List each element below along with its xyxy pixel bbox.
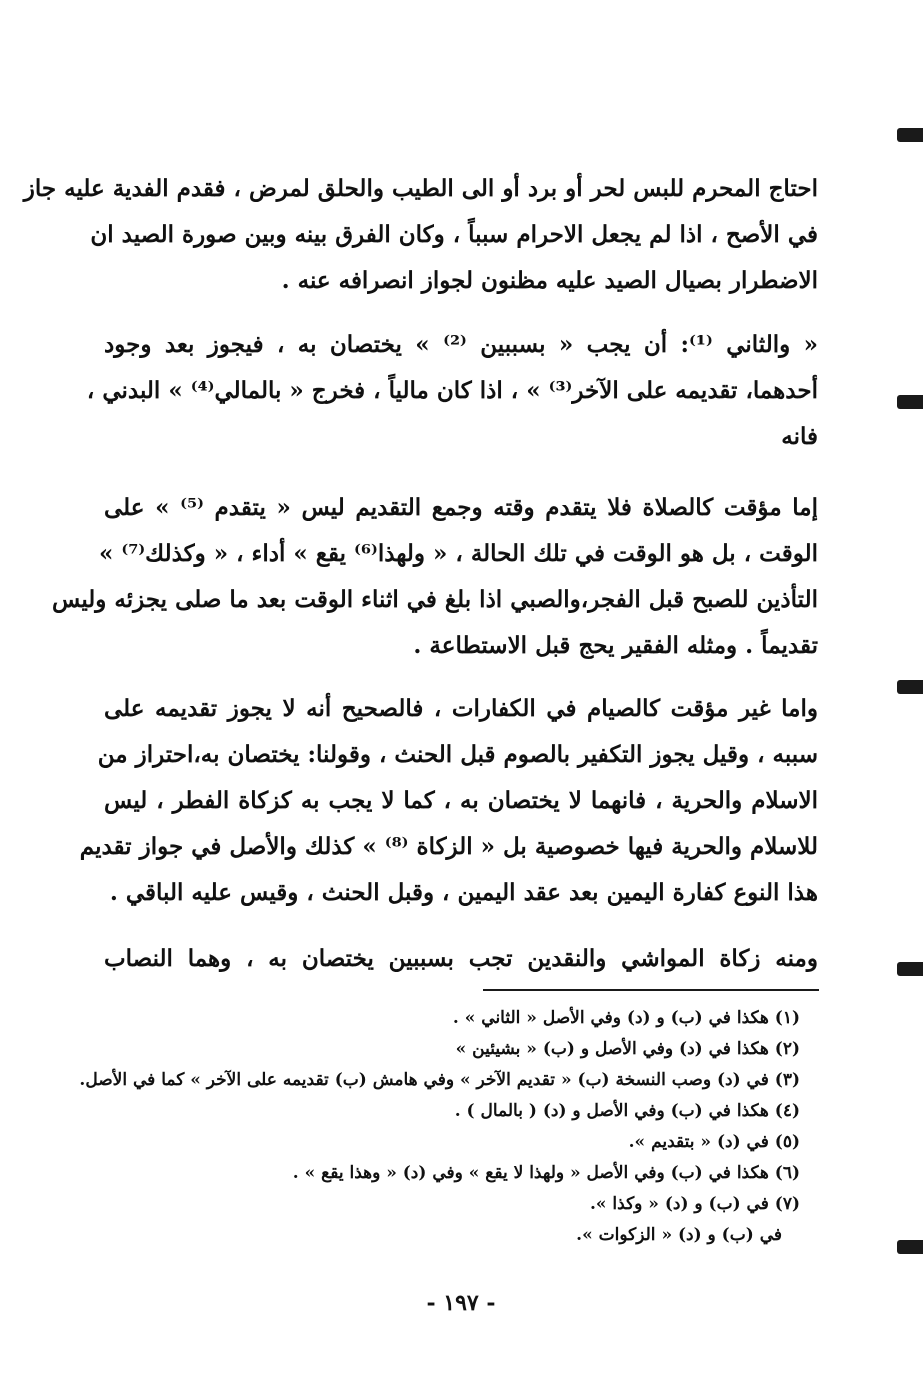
scan-edge-mark — [897, 128, 923, 142]
footnote: (١) هكذا في (ب) و (د) وفي الأصل « الثاني » . — [452, 1008, 800, 1028]
footnote: (٥) في (د) « بتقديم ». — [628, 1132, 800, 1152]
paragraph-1 — [23, 166, 818, 304]
text-line: الاضطرار بصيال الصيد عليه مظنون لجواز انصرافه عنه . — [281, 267, 818, 294]
text-line: فانه — [781, 423, 818, 450]
paragraph-2 — [86, 322, 818, 460]
text-line: احتاج المحرم للبس لحر أو برد أو الى الطيب والحلق لمرض ، فقدم الفدية عليه جاز — [23, 175, 818, 202]
footnotes — [79, 1003, 800, 1251]
footnote: (٦) هكذا في (ب) وفي الأصل « ولهذا لا يقع » وفي (د) « وهذا يقع » . — [292, 1163, 800, 1183]
text-line: التأذين للصبح قبل الفجر،والصبي اذا بلغ في اثناء الوقت بعد ما صلى يجزئه وليس — [52, 586, 818, 613]
text-line: ومنه زكاة المواشي والنقدين تجب بسببين يختصان به ، وهما النصاب — [104, 945, 818, 972]
footnote: (٤) هكذا في (ب) وفي الأصل و (د) ( بالمال ) . — [454, 1101, 800, 1121]
scan-edge-mark — [897, 962, 923, 976]
text-line: إما مؤقت كالصلاة فلا يتقدم وقته وجمع التقديم ليس « يتقدم ⁽⁵⁾ » على — [104, 494, 818, 521]
footnote: في (ب) و (د) « الزكوات ». — [576, 1225, 782, 1245]
footnote: (٢) هكذا في (د) وفي الأصل و (ب) « بشيئين » — [455, 1039, 800, 1059]
text-line: واما غير مؤقت كالصيام في الكفارات ، فالصحيح أنه لا يجوز تقديمه على — [104, 695, 818, 722]
text-line: الاسلام والحرية ، فانهما لا يختصان به ، كما لا يجب به كزكاة الفطر ، ليس — [104, 787, 818, 814]
scan-edge-mark — [897, 680, 923, 694]
page-number: - ١٩٧ - — [426, 1290, 496, 1316]
footnote: (٣) في (د) وصب النسخة (ب) « تقديم الآخر » وفي هامش (ب) تقديمه على الآخر » كما في الأصل. — [79, 1070, 800, 1090]
text-line: أحدهما، تقديمه على الآخر⁽³⁾ » ، اذا كان مالياً ، فخرج « بالمالي⁽⁴⁾ » البدني ، — [86, 377, 818, 404]
text-line: « والثاني ⁽¹⁾: أن يجب « بسببين ⁽²⁾ » يختصان به ، فيجوز بعد وجود — [104, 331, 818, 358]
footnote-separator — [483, 989, 819, 991]
paragraph-5 — [104, 936, 818, 982]
text-line: للاسلام والحرية فيها خصوصية بل « الزكاة ⁽⁸⁾ » كذلك والأصل في جواز تقديم — [79, 833, 818, 860]
text-line: الوقت ، بل هو الوقت في تلك الحالة ، « ولهذا⁽⁶⁾ يقع » أداء ، « وكذلك⁽⁷⁾ » — [99, 540, 818, 567]
text-line: تقديماً . ومثله الفقير يحج قبل الاستطاعة . — [413, 632, 818, 659]
scan-edge-mark — [897, 1240, 923, 1254]
text-line: سببه ، وقيل يجوز التكفير بالصوم قبل الحنث ، وقولنا: يختصان به،احتراز من — [97, 741, 818, 768]
paragraph-4 — [79, 686, 818, 916]
footnote: (٧) في (ب) و (د) « وكذا ». — [589, 1194, 800, 1214]
scan-edge-mark — [897, 395, 923, 409]
text-line: في الأصح ، اذا لم يجعل الاحرام سبباً ، وكان الفرق بينه وبين صورة الصيد ان — [90, 221, 818, 248]
paragraph-3 — [52, 485, 818, 669]
text-line: هذا النوع كفارة اليمين بعد عقد اليمين ، وقبل الحنث ، وقيس عليه الباقي . — [109, 879, 818, 906]
